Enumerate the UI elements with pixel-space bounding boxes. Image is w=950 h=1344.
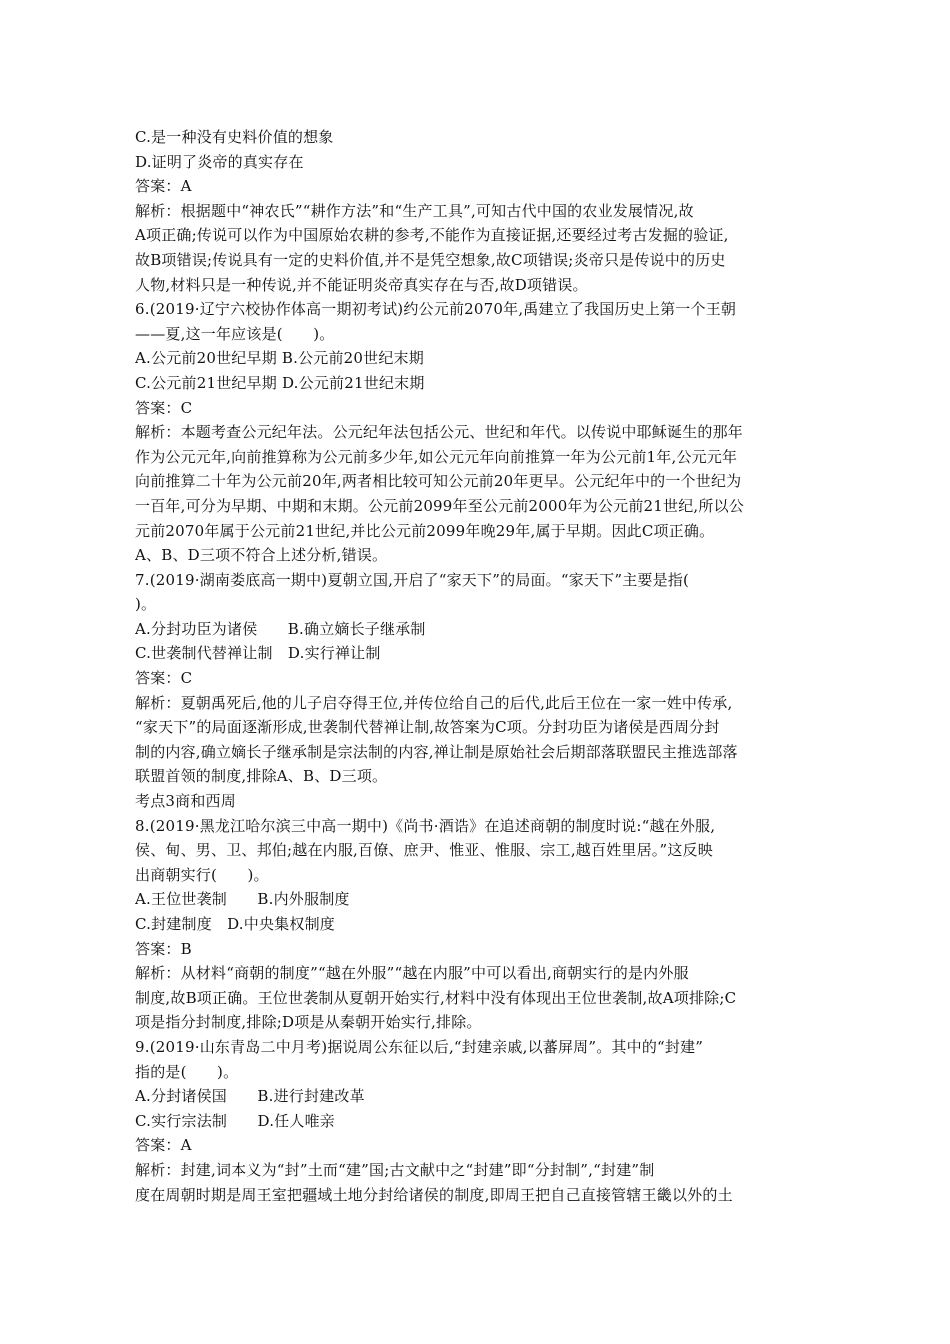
text-line: 制度,故B项正确。王位世袭制从夏朝开始实行,材料中没有体现出王位世袭制,故A项排除;C (135, 988, 737, 1007)
text-line: 答案：C (135, 398, 193, 417)
text-line: 指的是( )。 (135, 1062, 239, 1081)
text-line: A、B、D三项不符合上述分析,错误。 (135, 546, 388, 565)
text-line: 9.(2019·山东青岛二中月考)据说周公东征以后,“封建亲戚,以蕃屏周”。其中的“封建” (135, 1037, 704, 1056)
text-line: 侯、甸、男、卫、邦伯;越在内服,百僚、庶尹、惟亚、惟服、宗工,越百姓里居。”这反映 (135, 841, 713, 860)
text-line: C.封建制度 D.中央集权制度 (135, 915, 335, 933)
text-line: D.证明了炎帝的真实存在 (135, 152, 304, 171)
text-line: A.分封功臣为诸侯 B.确立嫡长子继承制 (135, 619, 426, 638)
text-line: 答案：B (135, 939, 192, 958)
text-line: 项是指分封制度,排除;D项是从秦朝开始实行,排除。 (135, 1013, 482, 1032)
text-line: 答案：A (135, 1136, 192, 1155)
text-line: A项正确;传说可以作为中国原始农耕的参考,不能作为直接证据,还要经过考古发掘的验证, (135, 226, 729, 245)
text-line: 解析：夏朝禹死后,他的儿子启夺得王位,并传位给自己的后代,此后王位在一家一姓中传承, (135, 693, 733, 712)
text-line: 元前2070年属于公元前21世纪,并比公元前2099年晚29年,属于早期。因此C项正确。 (135, 521, 715, 540)
text-line: 度在周朝时期是周王室把疆域土地分封给诸侯的制度,即周王把自己直接管辖王畿以外的土 (135, 1185, 733, 1204)
text-line: ——夏,这一年应该是( )。 (135, 324, 335, 343)
text-line: A.分封诸侯国 B.进行封建改革 (135, 1087, 365, 1106)
text-line: A.王位世袭制 B.内外服制度 (135, 890, 350, 909)
text-line: A.公元前20世纪早期 B.公元前20世纪末期 (135, 349, 424, 368)
text-line: C.世袭制代替禅让制 D.实行禅让制 (135, 644, 381, 663)
text-line: C.实行宗法制 D.任人唯亲 (135, 1111, 335, 1130)
text-line: 7.(2019·湖南娄底高一期中)夏朝立国,开启了“家天下”的局面。“家天下”主要是指( (135, 570, 690, 589)
section-heading: 考点3商和西周 (135, 792, 236, 811)
text-line: 6.(2019·辽宁六校协作体高一期初考试)约公元前2070年,禹建立了我国历史上第一个王朝 (135, 300, 737, 319)
document-page (135, 125, 820, 1207)
text-line: 解析：根据题中“神农氏”“耕作方法”和“生产工具”,可知古代中国的农业发展情况,故 (135, 201, 694, 220)
text-line: 解析：封建,词本义为“封”土而“建”国;古文献中之“封建”即“分封制”,“封建”制 (135, 1160, 655, 1179)
text-line: 一百年,可分为早期、中期和末期。公元前2099年至公元前2000年为公元前21世纪,所以公 (135, 496, 744, 515)
text-line: 向前推算二十年为公元前20年,两者相比较可知公元前20年更早。公元纪年中的一个世纪为 (135, 472, 742, 491)
text-line: 作为公元元年,向前推算称为公元前多少年,如公元元年向前推算一年为公元前1年,公元元年 (135, 447, 738, 466)
text-line: “家天下”的局面逐渐形成,世袭制代替禅让制,故答案为C项。分封功臣为诸侯是西周分封 (135, 718, 720, 737)
text-line: C.公元前21世纪早期 D.公元前21世纪末期 (135, 373, 425, 392)
text-line: 答案：A (135, 177, 192, 196)
text-line: 制的内容,确立嫡长子继承制是宗法制的内容,禅让制是原始社会后期部落联盟民主推选部落 (135, 742, 738, 761)
text-line: 解析：本题考查公元纪年法。公元纪年法包括公元、世纪和年代。以传说中耶稣诞生的那年 (135, 423, 744, 442)
text-line: 人物,材料只是一种传说,并不能证明炎帝真实存在与否,故D项错误。 (135, 275, 588, 294)
text-line: 答案：C (135, 669, 193, 688)
text-line: 故B项错误;传说具有一定的史料价值,并不是凭空想象,故C项错误;炎帝只是传说中的历史 (135, 250, 726, 269)
text-line: )。 (135, 595, 157, 614)
text-line: 8.(2019·黑龙江哈尔滨三中高一期中)《尚书·酒诰》在追述商朝的制度时说:“越在外服, (135, 816, 716, 835)
text-line: 联盟首领的制度,排除A、B、D三项。 (135, 767, 388, 786)
text-line: 解析：从材料“商朝的制度”“越在外服”“越在内服”中可以看出,商朝实行的是内外服 (135, 964, 689, 983)
text-line: C.是一种没有史料价值的想象 (135, 128, 334, 146)
text-line: 出商朝实行( )。 (135, 865, 269, 884)
